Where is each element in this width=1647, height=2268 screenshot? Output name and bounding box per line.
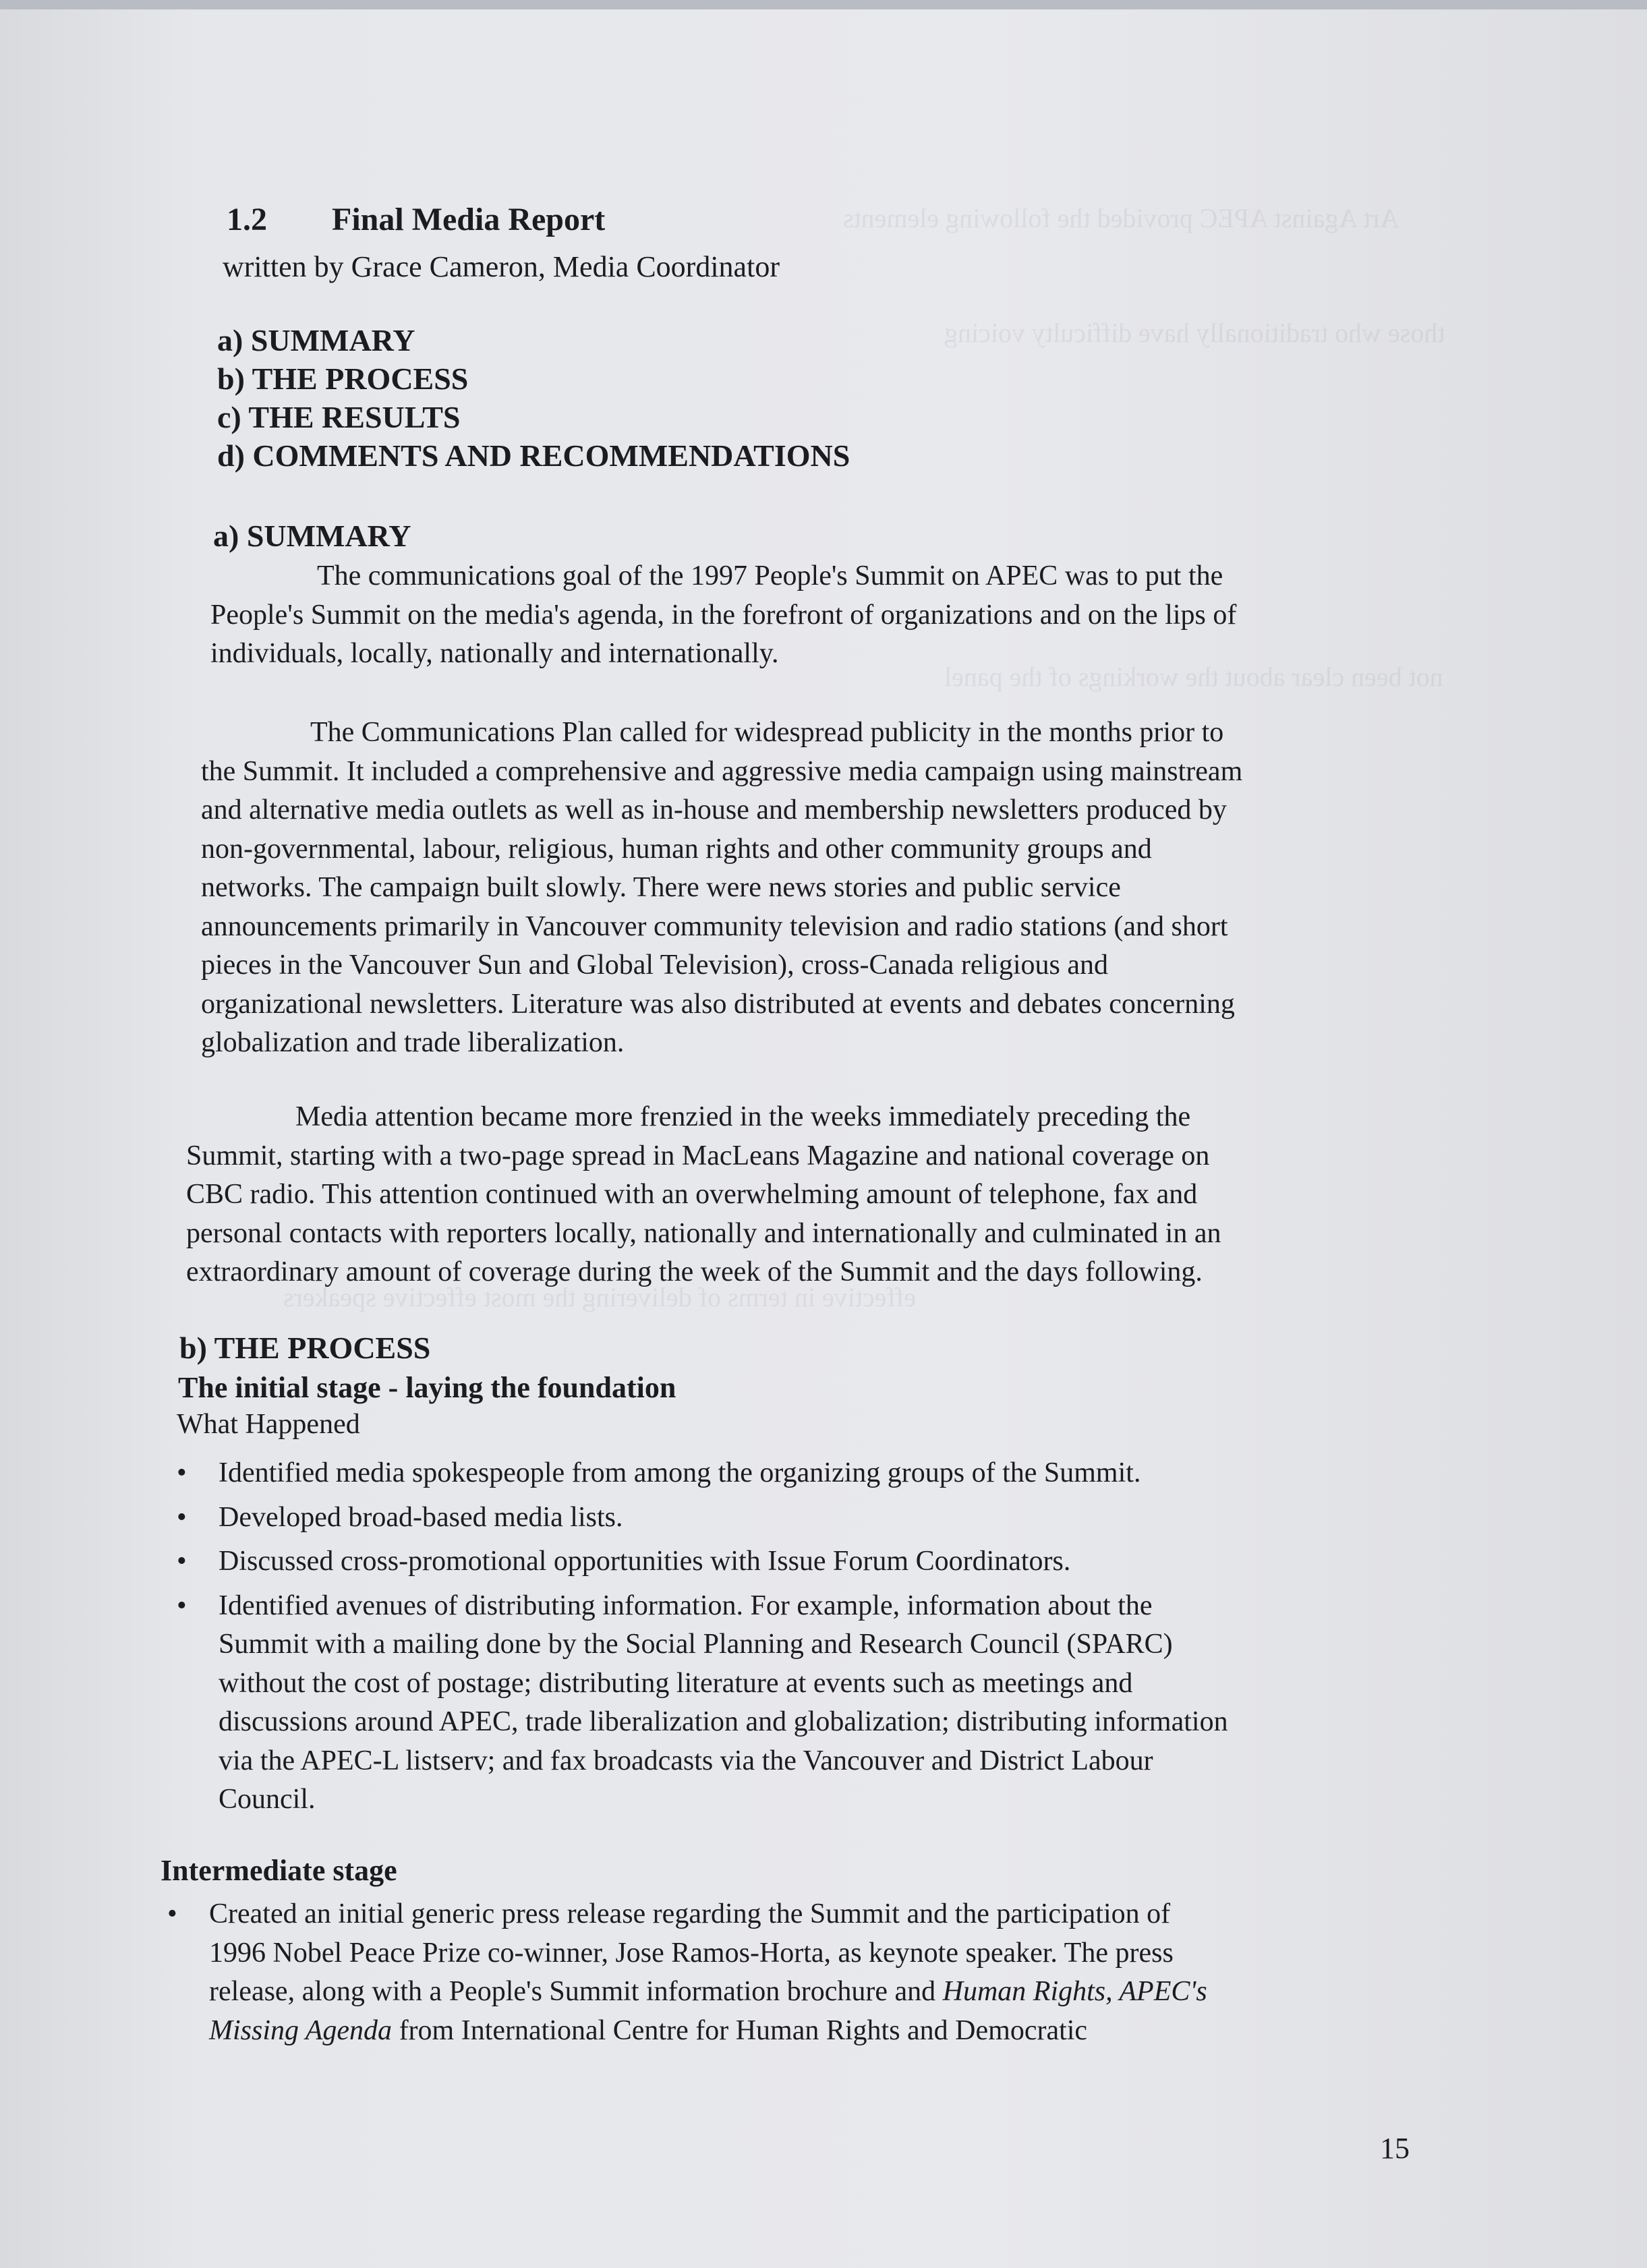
initial-stage-heading: The initial stage - laying the foundation bbox=[178, 1371, 676, 1404]
toc-item-comments: d) COMMENTS AND RECOMMENDATIONS bbox=[217, 438, 850, 473]
text-line: Media attention became more frenzied in the weeks immediately preceding the bbox=[295, 1101, 1191, 1132]
summary-paragraph-1 bbox=[210, 557, 1236, 674]
scan-top-edge bbox=[0, 0, 1647, 9]
text-line: Council. bbox=[219, 1784, 316, 1815]
toc-item-results: c) THE RESULTS bbox=[217, 400, 461, 434]
text-line: Identified avenues of distributing information. For example, information about the bbox=[219, 1590, 1153, 1621]
initial-stage-list bbox=[170, 1454, 1228, 1820]
bleed-through-texture: not been clear about the workings of the panel bbox=[944, 662, 1443, 692]
text-line: The Communications Plan called for widespread publicity in the months prior to bbox=[310, 717, 1224, 748]
intermediate-stage-heading: Intermediate stage bbox=[161, 1854, 397, 1887]
intermediate-stage-list bbox=[161, 1895, 1207, 2050]
text-span: from International Centre for Human Rights and Democratic bbox=[392, 2014, 1088, 2046]
list-item bbox=[161, 1895, 1207, 2050]
text-line: Summit, starting with a two-page spread in MacLeans Magazine and national coverage on bbox=[186, 1140, 1210, 1171]
bleed-through-texture: effective in terms of delivering the most effective speakers bbox=[283, 1282, 917, 1312]
bullet-icon: • bbox=[167, 1898, 177, 1929]
text-line: the Summit. It included a comprehensive and aggressive media campaign using mainstream bbox=[201, 755, 1243, 787]
text-line: extraordinary amount of coverage during the week of the Summit and the days following. bbox=[186, 1256, 1203, 1287]
summary-paragraph-3 bbox=[186, 1098, 1221, 1292]
toc-item-summary: a) SUMMARY bbox=[217, 323, 415, 357]
text-span: release, along with a People's Summit information brochure and bbox=[209, 1976, 943, 2007]
text-line: People's Summit on the media's agenda, in the forefront of organizations and on the lips of bbox=[210, 599, 1237, 631]
summary-heading: a) SUMMARY bbox=[213, 519, 411, 553]
text-line: non-governmental, labour, religious, human rights and other community groups and bbox=[201, 833, 1152, 865]
text-line: Created an initial generic press release regarding the Summit and the participation of bbox=[209, 1898, 1171, 1929]
list-item bbox=[170, 1454, 1228, 1493]
bleed-through-texture: those who traditionally have difficulty voicing bbox=[944, 318, 1445, 348]
text-line bbox=[209, 1973, 1207, 2012]
text-line: Identified media spokespeople from among the organizing groups of the Summit. bbox=[219, 1457, 1141, 1488]
text-line: CBC radio. This attention continued with an overwhelming amount of telephone, fax and bbox=[186, 1179, 1198, 1210]
section-number: 1.2 bbox=[227, 202, 267, 237]
text-line: announcements primarily in Vancouver community television and radio stations (and short bbox=[201, 910, 1228, 942]
text-line: 1996 Nobel Peace Prize co-winner, Jose Ramos-Horta, as keynote speaker. The press bbox=[209, 1937, 1174, 1969]
text-line: and alternative media outlets as well as in-house and membership newsletters produced by bbox=[201, 794, 1227, 825]
byline: written by Grace Cameron, Media Coordinator bbox=[223, 250, 780, 283]
text-line: Developed broad-based media lists. bbox=[219, 1501, 623, 1533]
bullet-icon: • bbox=[177, 1501, 187, 1533]
toc-item-process: b) THE PROCESS bbox=[217, 361, 469, 396]
text-line: discussions around APEC, trade liberalization and globalization; distributing information bbox=[219, 1706, 1228, 1737]
list-item bbox=[170, 1499, 1228, 1538]
bleed-through-texture: Art Against APEC provided the following elements bbox=[843, 203, 1399, 233]
list-item bbox=[170, 1587, 1228, 1820]
summary-paragraph-2 bbox=[201, 714, 1242, 1063]
text-line: personal contacts with reporters locally, nationally and internationally and culminated in an bbox=[186, 1217, 1221, 1249]
text-line: networks. The campaign built slowly. There were news stories and public service bbox=[201, 872, 1121, 903]
what-happened-label: What Happened bbox=[177, 1409, 360, 1440]
bullet-icon: • bbox=[177, 1590, 187, 1621]
page-title: Final Media Report bbox=[332, 202, 606, 237]
bullet-icon: • bbox=[177, 1457, 187, 1488]
text-line bbox=[209, 2012, 1207, 2051]
text-line: Discussed cross-promotional opportunities with Issue Forum Coordinators. bbox=[219, 1546, 1071, 1577]
text-line: Summit with a mailing done by the Social Planning and Research Council (SPARC) bbox=[219, 1629, 1173, 1660]
text-line: globalization and trade liberalization. bbox=[201, 1027, 625, 1058]
bullet-icon: • bbox=[177, 1546, 187, 1577]
text-line: via the APEC-L listserv; and fax broadcasts via the Vancouver and District Labour bbox=[219, 1745, 1153, 1776]
italic-title: Human Rights, APEC's bbox=[942, 1976, 1207, 2007]
text-line: organizational newsletters. Literature was also distributed at events and debates concerning bbox=[201, 988, 1235, 1020]
text-line: individuals, locally, nationally and internationally. bbox=[210, 638, 779, 669]
text-line: pieces in the Vancouver Sun and Global Television), cross-Canada religious and bbox=[201, 950, 1109, 981]
page-number: 15 bbox=[1380, 2132, 1410, 2165]
process-heading: b) THE PROCESS bbox=[179, 1331, 431, 1365]
italic-title: Missing Agenda bbox=[209, 2014, 393, 2046]
text-line: The communications goal of the 1997 People's Summit on APEC was to put the bbox=[317, 560, 1223, 591]
text-line: without the cost of postage; distributing literature at events such as meetings and bbox=[219, 1667, 1133, 1699]
table-of-contents bbox=[217, 321, 850, 475]
list-item bbox=[170, 1542, 1228, 1581]
